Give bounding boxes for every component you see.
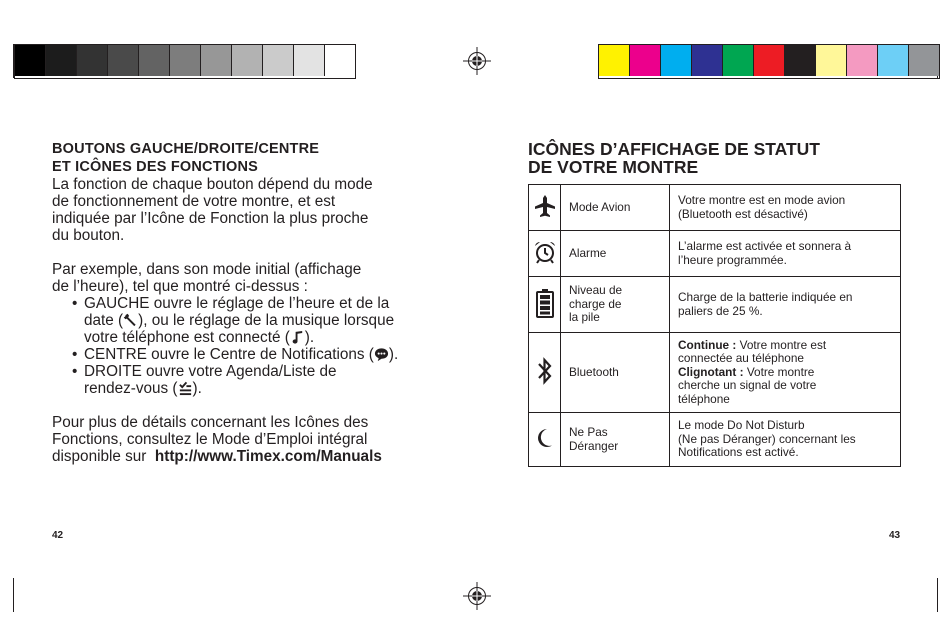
- bluetooth-icon: [535, 356, 555, 386]
- color-swatch: [661, 45, 692, 76]
- list-item: • GAUCHE ouvre le réglage de l’heure et de la date ( ), ou le réglage de la musique lorsque votre téléphone est connecté ( ).: [52, 295, 452, 346]
- color-swatch: [294, 45, 325, 76]
- airplane-icon: [533, 194, 557, 218]
- more-info-paragraph: Pour plus de détails concernant les Icônes des Fonctions, consultez le Mode d’Emploi intégral disponible sur http://www.Timex.com/Manuals: [52, 414, 382, 465]
- crop-mark: [13, 578, 14, 612]
- color-swatch: [77, 45, 108, 76]
- section-heading: BOUTONS GAUCHE/DROITE/CENTRE ET ICÔNES DES FONCTIONS: [52, 141, 320, 175]
- page-number-right: 43: [889, 530, 901, 541]
- color-swatch: [46, 45, 77, 76]
- wrench-icon: [123, 313, 138, 328]
- color-swatch: [723, 45, 754, 76]
- table-row: [529, 185, 901, 231]
- table-row: [529, 277, 901, 333]
- color-swatch: [139, 45, 170, 76]
- status-description: Continue : Votre montre est connectée au téléphone Clignotant : Votre montre cherche un signal de votre téléphone: [670, 333, 901, 413]
- left-page-content: [52, 140, 452, 465]
- color-swatch: [170, 45, 201, 76]
- agenda-checklist-icon: [178, 381, 193, 396]
- color-swatch: [599, 45, 630, 76]
- status-name: Mode Avion: [561, 185, 670, 231]
- process-color-bar: [598, 44, 940, 79]
- status-description: Votre montre est en mode avion (Bluetooth est désactivé): [670, 185, 901, 231]
- color-swatch: [692, 45, 723, 76]
- table-row: [529, 231, 901, 277]
- status-name: Niveau de charge de la pile: [561, 277, 670, 333]
- color-swatch: [108, 45, 139, 76]
- list-item: • CENTRE ouvre le Centre de Notifications ( ).: [52, 346, 452, 363]
- status-name: Ne Pas Déranger: [561, 413, 670, 467]
- color-swatch: [15, 45, 46, 76]
- status-name: Bluetooth: [561, 333, 670, 413]
- color-swatch: [909, 45, 939, 76]
- status-icons-table: [528, 184, 901, 467]
- color-swatch: [847, 45, 878, 76]
- manual-url-link[interactable]: http://www.Timex.com/Manuals: [154, 448, 382, 465]
- table-row: [529, 333, 901, 413]
- status-description: L’alarme est activée et sonnera à l’heure programmée.: [670, 231, 901, 277]
- page-number-left: 42: [52, 530, 64, 541]
- color-swatch: [630, 45, 661, 76]
- color-swatch: [325, 45, 355, 76]
- alarm-clock-icon: [533, 240, 557, 264]
- status-icons-title: ICÔNES D’AFFICHAGE DE STATUT DE VOTRE MONTRE: [528, 139, 820, 177]
- color-swatch: [263, 45, 294, 76]
- button-function-list: [52, 295, 452, 397]
- color-swatch: [878, 45, 909, 76]
- status-name: Alarme: [561, 231, 670, 277]
- music-note-icon: [290, 330, 305, 345]
- crop-mark: [937, 578, 938, 612]
- example-paragraph: Par exemple, dans son mode initial (affichage de l’heure), tel que montré ci-dessus :: [52, 261, 362, 295]
- registration-mark-icon: [463, 582, 491, 610]
- battery-icon: [533, 288, 557, 318]
- grayscale-bar: [14, 44, 356, 79]
- status-description: Charge de la batterie indiquée en paliers de 25 %.: [670, 277, 901, 333]
- intro-paragraph: La fonction de chaque bouton dépend du mode de fonctionnement de votre montre, et est indiquée par l’Icône de Fonction la plus proche du bouton.: [52, 176, 373, 244]
- color-swatch: [816, 45, 847, 76]
- color-swatch: [754, 45, 785, 76]
- status-description: Le mode Do Not Disturb (Ne pas Déranger) concernant les Notifications est activé.: [670, 413, 901, 467]
- list-item: • DROITE ouvre votre Agenda/Liste de rendez-vous ( ).: [52, 363, 452, 397]
- chat-bubble-icon: [374, 347, 389, 362]
- color-swatch: [201, 45, 232, 76]
- table-row: [529, 413, 901, 467]
- color-swatch: [785, 45, 816, 76]
- color-swatch: [232, 45, 263, 76]
- moon-icon: [533, 426, 557, 450]
- registration-mark-icon: [463, 47, 491, 75]
